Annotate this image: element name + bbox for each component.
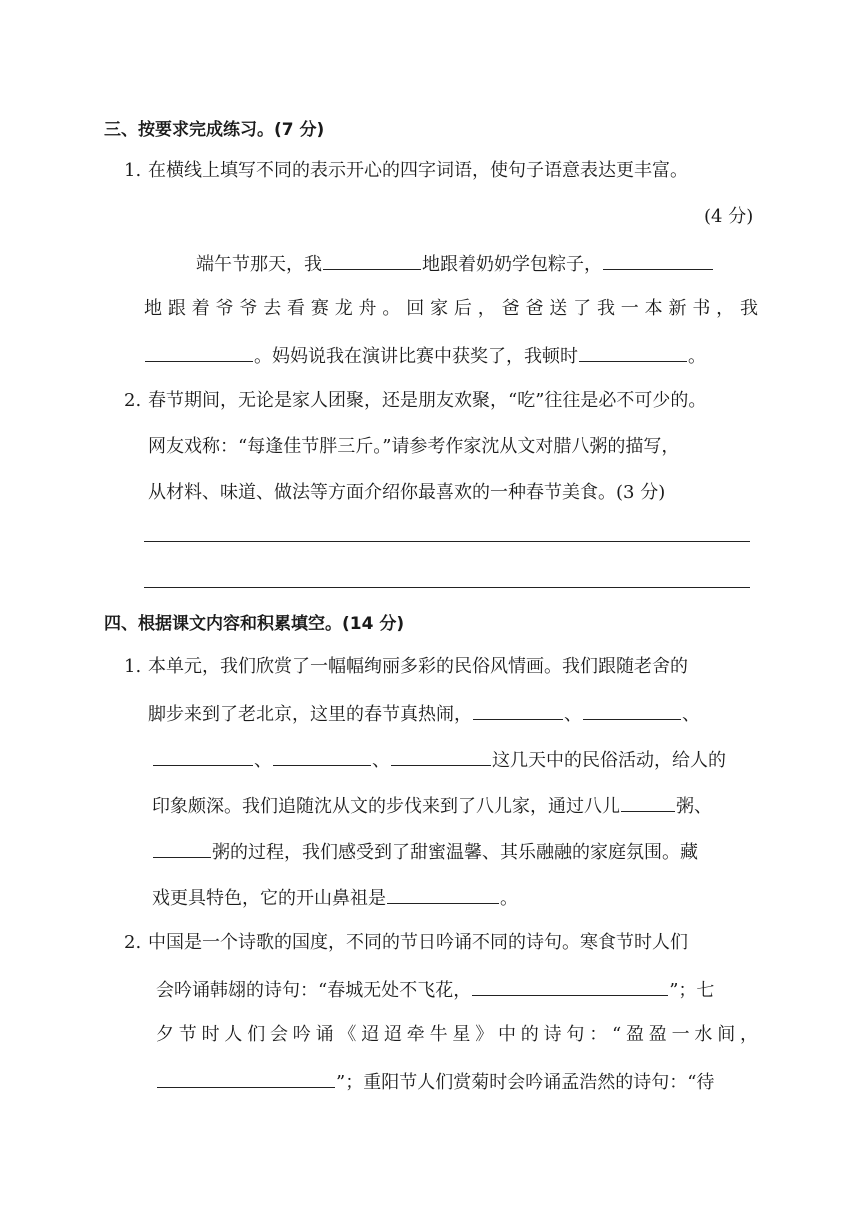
q4-1-line-6 — [152, 885, 518, 911]
answer-blank[interactable] — [603, 251, 713, 270]
q4-2-line-1: 中国是一个诗歌的国度，不同的节日吟诵不同的诗句。寒食节时人们 — [148, 932, 688, 953]
q3-1-number: 1. — [124, 160, 142, 181]
q4-1-line-2 — [148, 701, 700, 727]
q4-2-text: ”；七 — [669, 980, 715, 1001]
q4-1-text: 粥的过程，我们感受到了甜蜜温馨、其乐融融的家庭氛围。藏 — [212, 842, 698, 863]
q3-2-line-3: 从材料、味道、做法等方面介绍你最喜欢的一种春节美食。(3 分) — [148, 482, 666, 503]
q3-1-para-line-3 — [144, 343, 706, 369]
q4-1-text: 。 — [500, 888, 518, 909]
q4-1-number: 1. — [124, 656, 142, 677]
separator: 、 — [372, 750, 390, 771]
answer-blank[interactable] — [145, 343, 253, 362]
q3-1-text: 。 — [688, 346, 706, 367]
section-3-title: 三、按要求完成练习。(7 分) — [104, 120, 325, 140]
q4-1-text: 印象颇深。我们追随沈从文的步伐来到了八儿家，通过八儿 — [152, 796, 620, 817]
q4-2-line-2 — [156, 977, 714, 1003]
answer-blank[interactable] — [323, 251, 421, 270]
q3-1-text: 端午节那天，我 — [196, 254, 322, 275]
answer-line[interactable] — [144, 541, 750, 542]
q4-1-line-1: 本单元，我们欣赏了一幅幅绚丽多彩的民俗风情画。我们跟随老舍的 — [148, 656, 688, 677]
q4-1-text: 这几天中的民俗活动，给人的 — [492, 750, 726, 771]
q3-1-score: (4 分) — [704, 206, 754, 227]
separator: 、 — [682, 704, 700, 725]
q4-2-line-4 — [156, 1069, 714, 1095]
q4-2-text: ”；重阳节人们赏菊时会吟诵孟浩然的诗句：“待 — [336, 1072, 715, 1093]
answer-blank[interactable] — [153, 839, 211, 858]
answer-blank[interactable] — [583, 701, 681, 720]
answer-blank[interactable] — [153, 747, 253, 766]
q3-1-para-line-2: 地跟着爷爷去看赛龙舟。回家后，爸爸送了我一本新书，我 — [144, 298, 758, 319]
q3-2-line-2: 网友戏称：“每逢佳节胖三斤。”请参考作家沈从文对腊八粥的描写， — [148, 436, 680, 457]
q3-2-number: 2. — [124, 390, 142, 411]
q4-1-line-5 — [152, 839, 698, 865]
section-4-title: 四、根据课文内容和积累填空。(14 分) — [104, 614, 405, 634]
q4-1-line-3 — [152, 747, 726, 773]
q3-1-text: 地跟着奶奶学包粽子， — [422, 254, 602, 275]
answer-blank[interactable] — [621, 793, 675, 812]
q4-1-line-4 — [152, 793, 712, 819]
q4-2-line-3: 夕节时人们会吟诵《迢迢牵牛星》中的诗句：“盈盈一水间， — [156, 1024, 758, 1045]
answer-line[interactable] — [144, 587, 750, 588]
answer-blank[interactable] — [579, 343, 687, 362]
separator: 、 — [254, 750, 272, 771]
answer-blank[interactable] — [387, 885, 499, 904]
separator: 、 — [564, 704, 582, 725]
answer-blank[interactable] — [273, 747, 371, 766]
q4-2-number: 2. — [124, 932, 142, 953]
answer-blank[interactable] — [157, 1069, 335, 1088]
q4-2-text: 会吟诵韩翃的诗句：“春城无处不飞花， — [156, 980, 472, 1001]
answer-blank[interactable] — [472, 977, 668, 996]
answer-blank[interactable] — [473, 701, 563, 720]
answer-blank[interactable] — [391, 747, 491, 766]
q3-1-prompt: 在横线上填写不同的表示开心的四字词语，使句子语意表达更丰富。 — [148, 160, 688, 181]
q3-2-line-1: 春节期间，无论是家人团聚，还是朋友欢聚，“吃”往往是必不可少的。 — [148, 390, 707, 411]
q4-1-text: 粥、 — [676, 796, 712, 817]
q3-1-text: 。妈妈说我在演讲比赛中获奖了，我顿时 — [254, 346, 578, 367]
q4-1-text: 脚步来到了老北京，这里的春节真热闹， — [148, 704, 472, 725]
q4-1-text: 戏更具特色，它的开山鼻祖是 — [152, 888, 386, 909]
q3-1-para-line-1 — [196, 251, 714, 277]
